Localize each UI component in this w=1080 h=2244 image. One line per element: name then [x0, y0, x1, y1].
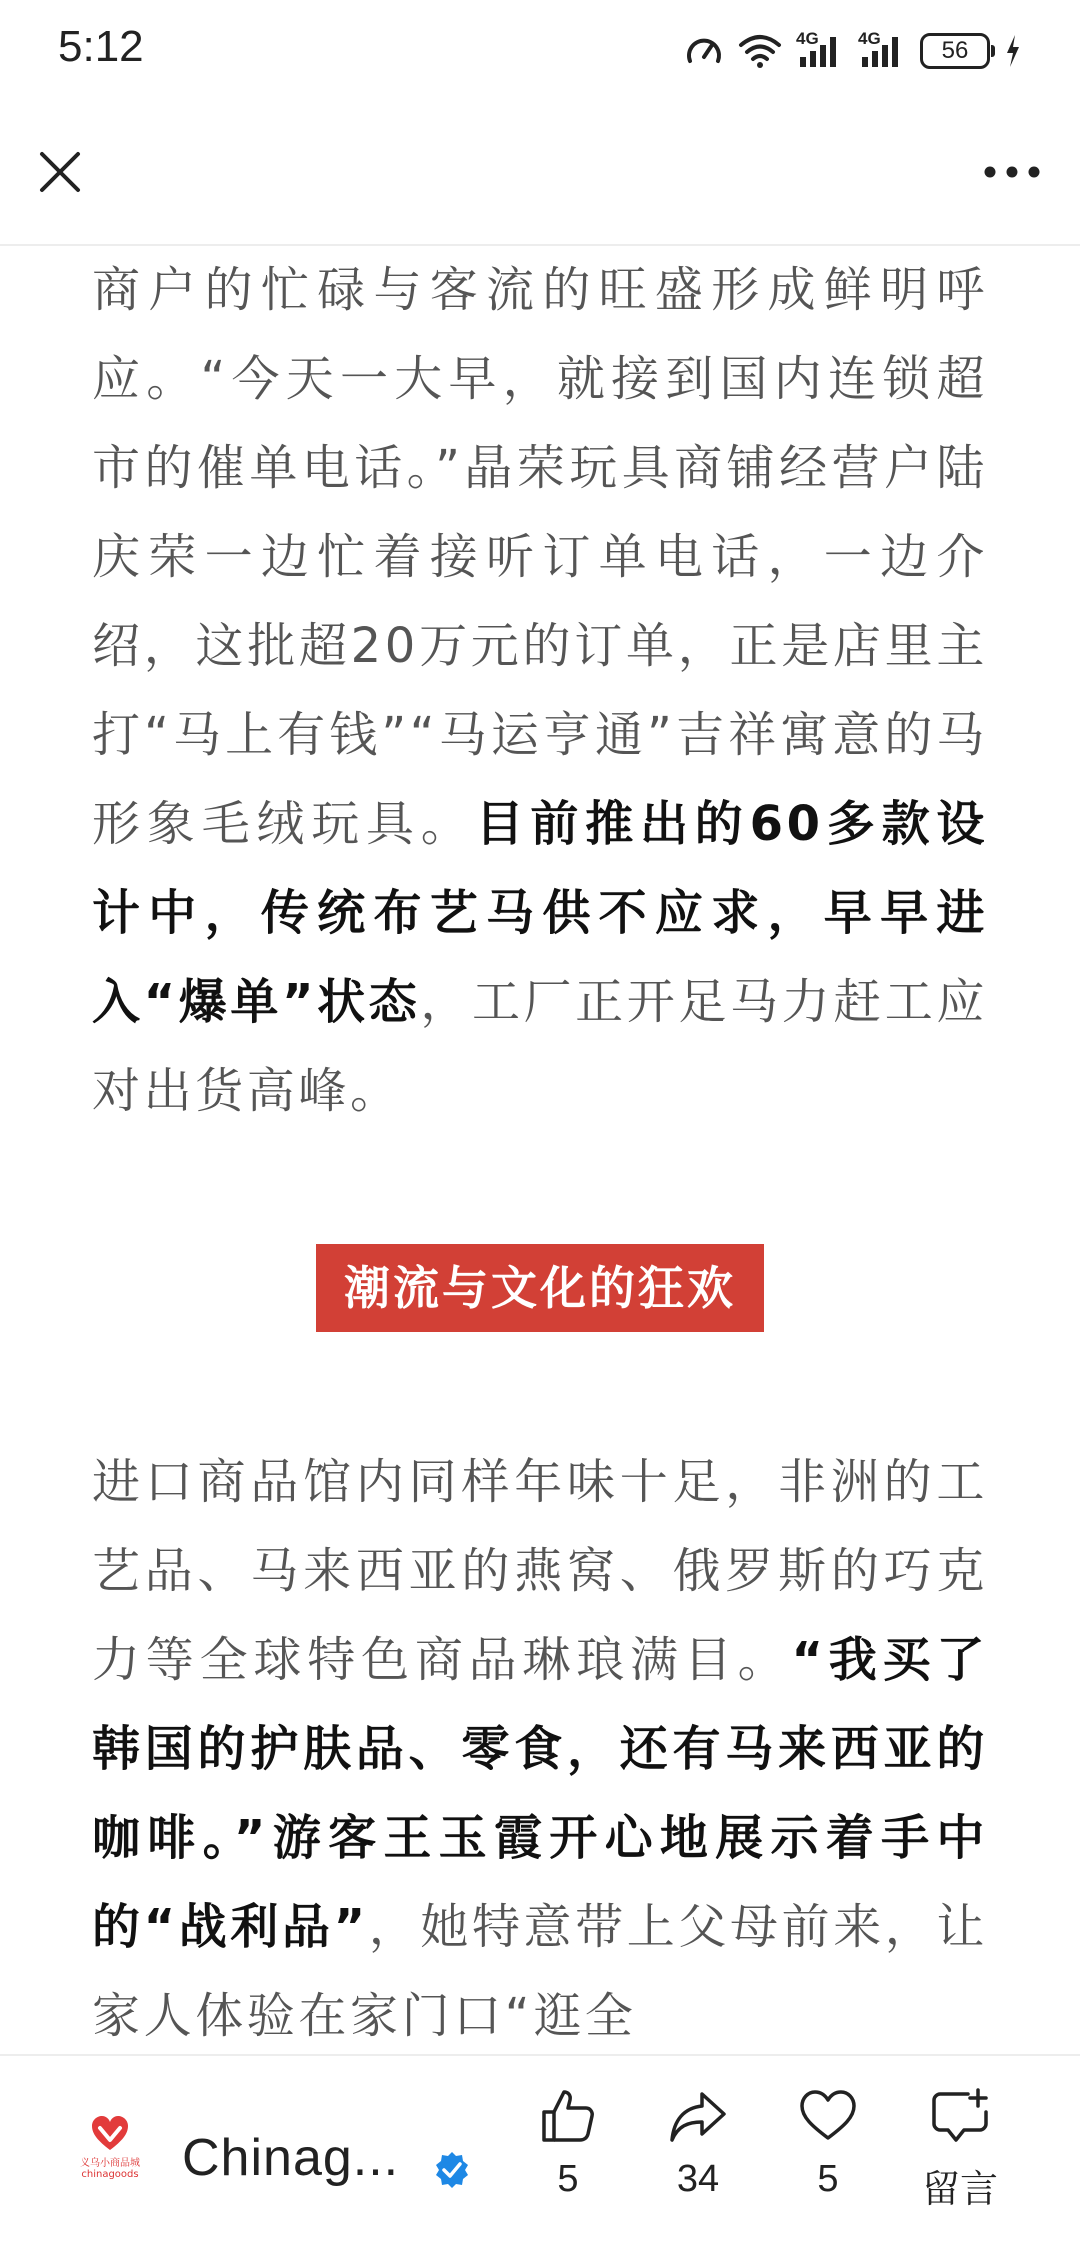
favorite-button[interactable] — [768, 2086, 888, 2201]
paragraph-bold-text: 目前推出的60多款设计中，传统布艺马供不应求，早早进入“爆单”状态 — [92, 796, 988, 1030]
comment-button[interactable] — [900, 2086, 1020, 2213]
like-button[interactable] — [508, 2086, 628, 2201]
account-name[interactable]: Chinag... — [182, 2129, 400, 2187]
section-heading: 潮流与文化的狂欢 — [316, 1244, 764, 1332]
share-arrow-icon — [668, 2086, 728, 2150]
network-type-label: 4G — [858, 29, 881, 48]
favorite-count: 5 — [817, 2158, 839, 2200]
logo-text-cn: 义乌小商品城 — [80, 2158, 140, 2169]
signal-4g-icon — [858, 29, 906, 69]
paragraph-text: ，工厂正开足马力赶工应对出货高峰。 — [92, 974, 988, 1119]
close-button[interactable] — [28, 142, 92, 206]
thumbs-up-icon — [538, 2086, 598, 2150]
article-paragraph — [92, 246, 988, 1136]
more-button[interactable] — [972, 142, 1052, 206]
chinagoods-logo-icon — [90, 2114, 130, 2158]
account-avatar[interactable] — [64, 2114, 156, 2198]
article-body — [92, 246, 988, 2054]
more-icon — [982, 164, 1042, 184]
comment-label: 留言 — [921, 2167, 998, 2211]
bottom-action-bar — [0, 2054, 1080, 2244]
battery-icon — [920, 33, 990, 69]
paragraph-text: 进口商品馆内同样年味十足，非洲的工艺品、马来西亚的燕窝、俄罗斯的巧克力等全球特色商品琳琅满目。 — [92, 1454, 988, 1688]
signal-4g-icon — [796, 29, 844, 69]
paragraph-text: ，她特意带上父母前来，让家人体验在家门口“逛全 — [92, 1899, 988, 2044]
charging-icon — [1004, 33, 1022, 69]
paragraph-bold-text: “我买了韩国的护肤品、零食，还有马来西亚的咖啡。”游客王玉霞开心地展示着手中的“战利品” — [92, 1632, 988, 1955]
status-icons — [684, 28, 1022, 74]
share-count: 34 — [676, 2158, 720, 2200]
like-count: 5 — [557, 2158, 579, 2200]
close-icon — [36, 148, 84, 200]
battery-level: 56 — [941, 37, 969, 64]
article-paragraph — [92, 1438, 988, 2054]
heart-icon — [798, 2086, 858, 2150]
share-button[interactable] — [638, 2086, 758, 2201]
paragraph-text: 商户的忙碌与客流的旺盛形成鲜明呼应。“今天一大早，就接到国内连锁超市的催单电话。”晶荣玩具商铺经营户陆庆荣一边忙着接听订单电话，一边介绍，这批超20万元的订单，正是店里主打“马上有钱”“马运亨通”吉祥寓意的马形象毛绒玩具。 — [92, 262, 988, 852]
speed-dial-icon — [684, 31, 724, 71]
section-heading-wrap — [92, 1244, 988, 1332]
status-time: 5:12 — [58, 22, 144, 71]
verified-badge-icon — [432, 2150, 472, 2190]
status-bar — [0, 0, 1080, 100]
logo-text-en: chinagoods — [81, 2169, 139, 2180]
wifi-icon — [738, 33, 782, 69]
top-nav — [0, 100, 1080, 246]
comment-add-icon — [930, 2086, 990, 2150]
network-type-label: 4G — [796, 29, 819, 48]
